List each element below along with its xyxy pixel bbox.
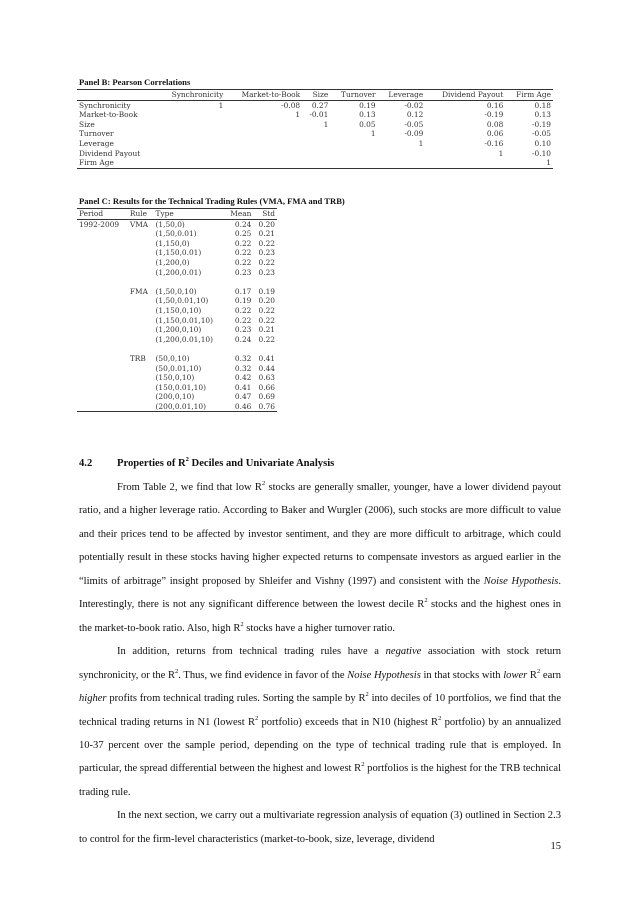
- table-cell: (150,0.01,10): [155, 382, 206, 392]
- table-cell: 0.41: [258, 353, 275, 363]
- text-run: portfolio) by an annualized 10-37 percent over the sample period, depending on the type of technical trading rule that is employed. In particular, the spread differential between the highest and lowest R: [79, 716, 561, 775]
- table-cell: [77, 392, 128, 402]
- column-header: Period: [77, 209, 128, 220]
- table-row: [77, 229, 277, 239]
- table-cell: [378, 149, 426, 159]
- table-cell: [224, 344, 253, 354]
- table-cell: 0.16: [486, 100, 504, 110]
- table-cell: 0.32: [234, 353, 252, 363]
- table-cell: (1,200,0): [155, 257, 190, 267]
- table-cell: TRB: [129, 353, 146, 363]
- table-cell: [157, 158, 225, 168]
- superscript: 2: [254, 714, 259, 722]
- table-cell: (1,50,0.01): [155, 229, 197, 239]
- table-cell: [77, 287, 128, 297]
- pearson-correlations-table: [77, 89, 553, 169]
- table-cell: [253, 277, 277, 287]
- superscript: 2: [261, 480, 266, 487]
- table-cell: -0.02: [404, 100, 424, 110]
- table-cell: [77, 402, 128, 412]
- table-cell: Turnover: [79, 129, 114, 139]
- table-cell: [378, 158, 426, 168]
- page-number: 15: [550, 841, 561, 852]
- table-cell: [302, 129, 330, 139]
- table-cell: 0.44: [258, 363, 275, 373]
- table-cell: 0.32: [234, 363, 252, 373]
- table-cell: Market-to-Book: [79, 110, 138, 120]
- text-run: . Thus, we find evidence in favor of the: [178, 669, 348, 681]
- table-cell: 0.47: [234, 392, 252, 402]
- table-cell: 1: [295, 110, 301, 120]
- table-cell: [77, 296, 128, 306]
- superscript: 2: [240, 620, 244, 628]
- table-cell: [225, 129, 302, 139]
- table-cell: [77, 316, 128, 326]
- table-cell: 0.06: [486, 129, 504, 139]
- text-run: portfolios is the highest for the TRB technical trading rule.: [79, 763, 562, 798]
- table-row: [77, 402, 277, 412]
- table-cell: 0.20: [258, 219, 275, 229]
- table-cell: 0.19: [359, 100, 376, 110]
- table-row: [77, 239, 277, 249]
- table-cell: 1992-2009: [79, 219, 120, 229]
- text-run: stocks have a higher turnover ratio.: [243, 622, 396, 634]
- table-cell: [154, 344, 225, 354]
- table-header-row: [77, 90, 553, 101]
- table-cell: (1,50,0): [155, 219, 185, 229]
- column-header: Type: [154, 209, 225, 220]
- text-run: In the next section, we carry out a multivariate regression analysis of equation (3) outlined in Section 2.3 to control for the firm-level characteristics (market-to-book, size, leverage, dividend: [79, 810, 561, 845]
- table-cell: 0.25: [234, 229, 252, 239]
- table-cell: 0.19: [258, 286, 275, 296]
- text-run: into deciles of 10 portfolios, we find that the technical trading returns in N1 (lowest R: [79, 693, 561, 728]
- table-cell: -0.01: [309, 110, 329, 120]
- section-title-superscript: 2: [185, 456, 189, 463]
- table-row: [77, 158, 553, 168]
- table-row: [77, 277, 277, 287]
- table-row: [77, 248, 277, 258]
- table-cell: -0.05: [532, 129, 551, 139]
- table-cell: -0.10: [532, 148, 551, 158]
- table-cell: 0.13: [534, 110, 551, 120]
- table-cell: 0.22: [234, 257, 252, 267]
- table-cell: [77, 373, 128, 383]
- table-cell: 0.08: [486, 119, 504, 129]
- column-header: Dividend Payout: [425, 90, 505, 101]
- italic-text: lower: [503, 669, 528, 681]
- table-cell: [128, 239, 154, 249]
- table-row: [77, 316, 277, 326]
- table-row: [77, 306, 277, 316]
- table-cell: -0.16: [484, 138, 504, 148]
- column-header: Rule: [128, 209, 154, 220]
- table-row: [77, 335, 277, 345]
- table-cell: Leverage: [79, 138, 114, 148]
- table-cell: [302, 139, 330, 149]
- table-cell: (1,150,0.01,10): [155, 315, 214, 325]
- italic-text: Noise Hypothesis: [347, 669, 421, 681]
- table-cell: 0.23: [234, 267, 252, 277]
- section-number: 4.2: [79, 458, 93, 469]
- table-cell: 0.22: [234, 238, 252, 248]
- table-cell: [128, 258, 154, 268]
- table-cell: [77, 239, 128, 249]
- table-row: [77, 100, 553, 110]
- paragraph: [79, 640, 561, 804]
- table-cell: VMA: [129, 219, 149, 229]
- table-row: [77, 392, 277, 402]
- section-title-prefix: Properties of R: [117, 458, 186, 469]
- technical-trading-rules-table: [77, 208, 277, 412]
- section-heading: [79, 458, 334, 469]
- table-cell: [157, 120, 225, 130]
- table-cell: 0.22: [258, 257, 275, 267]
- text-run: in that stocks with: [420, 669, 504, 681]
- table-cell: [128, 335, 154, 345]
- table-row: [77, 364, 277, 374]
- table-header-row: [77, 209, 277, 220]
- table-cell: [128, 316, 154, 326]
- table-cell: 0.22: [234, 315, 252, 325]
- table-cell: [302, 158, 330, 168]
- table-cell: Size: [79, 119, 95, 129]
- table-cell: (200,0,10): [155, 392, 195, 402]
- table-cell: 0.18: [534, 100, 551, 110]
- table-cell: 0.19: [234, 296, 252, 306]
- table-cell: 0.20: [258, 296, 275, 306]
- table-cell: 0.22: [258, 238, 275, 248]
- table-cell: [128, 229, 154, 239]
- superscript: 2: [175, 667, 179, 675]
- table-cell: [157, 110, 225, 120]
- table-cell: [77, 277, 128, 287]
- table-row: [77, 296, 277, 306]
- italic-text: Noise Hypothesis: [483, 575, 559, 587]
- table-row: [77, 219, 277, 229]
- table-cell: -0.05: [404, 119, 424, 129]
- table-cell: FMA: [129, 286, 148, 296]
- table-cell: [225, 149, 302, 159]
- table-cell: [157, 129, 225, 139]
- table-cell: 1: [505, 158, 553, 168]
- table-cell: (1,150,0): [155, 238, 190, 248]
- table-cell: Synchronicity: [79, 100, 131, 110]
- table-cell: (1,200,0.01): [155, 267, 202, 277]
- italic-text: negative: [385, 646, 422, 658]
- column-header: Leverage: [378, 90, 426, 101]
- text-run: . Interestingly, there is not any significant difference between the lowest decile R: [79, 575, 562, 611]
- table-cell: (1,50,0.01,10): [155, 296, 209, 306]
- table-row: [77, 129, 553, 139]
- table-cell: 1: [323, 119, 329, 129]
- table-cell: 0.22: [258, 334, 275, 344]
- table-cell: [77, 354, 128, 364]
- table-cell: (50,0.01,10): [155, 363, 202, 373]
- table-cell: [77, 248, 128, 258]
- table-cell: [330, 149, 377, 159]
- table-row: [77, 268, 277, 278]
- table-cell: 0.69: [258, 392, 275, 402]
- table-cell: 0.63: [258, 373, 275, 383]
- italic-text: higher: [79, 693, 107, 705]
- text-run: In addition, returns from technical trading rules have a: [117, 646, 386, 658]
- table-cell: [77, 325, 128, 335]
- table-cell: 0.24: [234, 334, 252, 344]
- table-cell: (50,0,10): [155, 353, 190, 363]
- table-cell: [157, 139, 225, 149]
- table-cell: [330, 139, 377, 149]
- table-row: [77, 287, 277, 297]
- table-cell: 0.66: [258, 382, 275, 392]
- table-row: [77, 354, 277, 364]
- table-cell: 1: [218, 100, 224, 110]
- table-cell: [157, 149, 225, 159]
- text-run: From Table 2, we find that low R: [117, 482, 262, 493]
- text-run: profits from technical trading rules. Sorting the sample by R: [106, 693, 366, 705]
- table-cell: (150,0,10): [155, 373, 195, 383]
- table-cell: (1,200,0.01,10): [155, 334, 214, 344]
- column-header: Firm Age: [505, 90, 553, 101]
- table-cell: (200,0.01,10): [154, 402, 225, 412]
- column-header: Synchronicity: [157, 90, 225, 101]
- table-cell: [224, 277, 253, 287]
- table-cell: [302, 149, 330, 159]
- table-cell: 0.42: [234, 373, 252, 383]
- table-cell: 0.22: [258, 305, 275, 315]
- table-cell: [77, 364, 128, 374]
- table-cell: 0.22: [234, 305, 252, 315]
- table-cell: 0.17: [234, 286, 252, 296]
- table-cell: 1: [498, 148, 504, 158]
- table-cell: [128, 268, 154, 278]
- table-cell: 0.23: [234, 325, 252, 335]
- column-header: Turnover: [330, 90, 377, 101]
- table-cell: [330, 158, 377, 168]
- column-header: [77, 90, 157, 101]
- table-cell: 0.22: [234, 248, 252, 258]
- table-row: [77, 373, 277, 383]
- table-cell: (1,200,0,10): [155, 325, 202, 335]
- column-header: Std: [253, 209, 277, 220]
- table-cell: 0.21: [258, 325, 275, 335]
- table-cell: [253, 344, 277, 354]
- paragraph: [79, 476, 561, 640]
- table-cell: [77, 335, 128, 345]
- table-cell: 0.27: [311, 100, 329, 110]
- superscript: 2: [438, 714, 442, 722]
- table-cell: [77, 383, 128, 393]
- table-cell: [225, 120, 302, 130]
- table-cell: Dividend Payout: [79, 148, 141, 158]
- table-cell: [128, 373, 154, 383]
- table-cell: (1,50,0,10): [155, 286, 197, 296]
- table-cell: [128, 306, 154, 316]
- table-row: [77, 149, 553, 159]
- column-header: Market-to-Book: [225, 90, 302, 101]
- table-cell: -0.19: [532, 119, 551, 129]
- table-cell: [425, 158, 505, 168]
- superscript: 2: [365, 691, 369, 699]
- table-cell: -0.08: [281, 100, 301, 110]
- column-header: Size: [302, 90, 330, 101]
- table-row: [77, 120, 553, 130]
- table-row: [77, 344, 277, 354]
- panel-b-title: Panel B: Pearson Correlations: [79, 77, 191, 87]
- table-cell: [154, 277, 225, 287]
- text-run: stocks and the highest ones in the market-to-book ratio. Also, high R: [79, 599, 561, 634]
- table-cell: -0.19: [484, 110, 504, 120]
- text-run: stocks are generally smaller, younger, have a lower dividend payout ratio, and a higher leverage ratio. According to Baker and Wurgler (2006), such stocks are more difficult to value and their prices tend to be affected by investor sentiment, and they are more difficult to arbitrage, which could potentially result in these stocks having higher expected returns to compensate investors as argued earlier in the “limits of arbitrage” insight proposed by Shleifer and Vishny (1997) and consistent with the: [79, 482, 561, 587]
- table-cell: [128, 248, 154, 258]
- table-cell: [128, 277, 154, 287]
- table-cell: 1: [370, 129, 376, 139]
- superscript: 2: [424, 597, 428, 605]
- table-cell: Firm Age: [77, 158, 157, 168]
- table-cell: 0.21: [258, 229, 275, 239]
- table-cell: 0.12: [406, 110, 424, 120]
- text-run: association with stock return synchronicity, or the R: [79, 646, 561, 681]
- table-cell: (1,150,0.01): [155, 248, 202, 258]
- paragraph: [79, 804, 561, 851]
- table-cell: 1: [418, 138, 424, 148]
- table-cell: [128, 383, 154, 393]
- table-cell: 0.24: [234, 219, 252, 229]
- table-row: [77, 325, 277, 335]
- body-text: [79, 476, 561, 851]
- table-cell: [77, 258, 128, 268]
- table-cell: [128, 344, 154, 354]
- table-cell: [77, 344, 128, 354]
- table-cell: [77, 268, 128, 278]
- superscript: 2: [536, 667, 541, 675]
- table-cell: [128, 402, 154, 412]
- table-cell: [128, 325, 154, 335]
- table-cell: [128, 296, 154, 306]
- table-cell: 0.23: [258, 267, 275, 277]
- panel-c-title: Panel C: Results for the Technical Trading Rules (VMA, FMA and TRB): [79, 196, 345, 206]
- superscript: 2: [361, 761, 365, 769]
- section-title-suffix: Deciles and Univariate Analysis: [188, 458, 335, 469]
- table-cell: 0.46: [224, 402, 253, 412]
- table-row: [77, 383, 277, 393]
- column-header: Mean: [224, 209, 253, 220]
- table-row: [77, 110, 553, 120]
- table-cell: -0.09: [404, 129, 424, 139]
- table-cell: 0.05: [359, 119, 376, 129]
- table-cell: 0.23: [258, 248, 275, 258]
- table-cell: 0.10: [534, 138, 551, 148]
- table-cell: [225, 139, 302, 149]
- table-cell: [225, 158, 302, 168]
- text-run: R: [527, 669, 537, 681]
- table-cell: 0.22: [258, 315, 275, 325]
- table-cell: (1,150,0,10): [155, 305, 202, 315]
- table-row: [77, 139, 553, 149]
- table-cell: 0.13: [359, 110, 376, 120]
- text-run: portfolio) exceeds that in N10 (highest R: [258, 716, 439, 728]
- table-cell: [128, 364, 154, 374]
- table-cell: 0.41: [234, 382, 252, 392]
- table-cell: [77, 229, 128, 239]
- table-cell: [128, 392, 154, 402]
- table-cell: 0.76: [253, 402, 277, 412]
- text-run: earn: [540, 669, 562, 681]
- table-row: [77, 258, 277, 268]
- table-cell: [77, 306, 128, 316]
